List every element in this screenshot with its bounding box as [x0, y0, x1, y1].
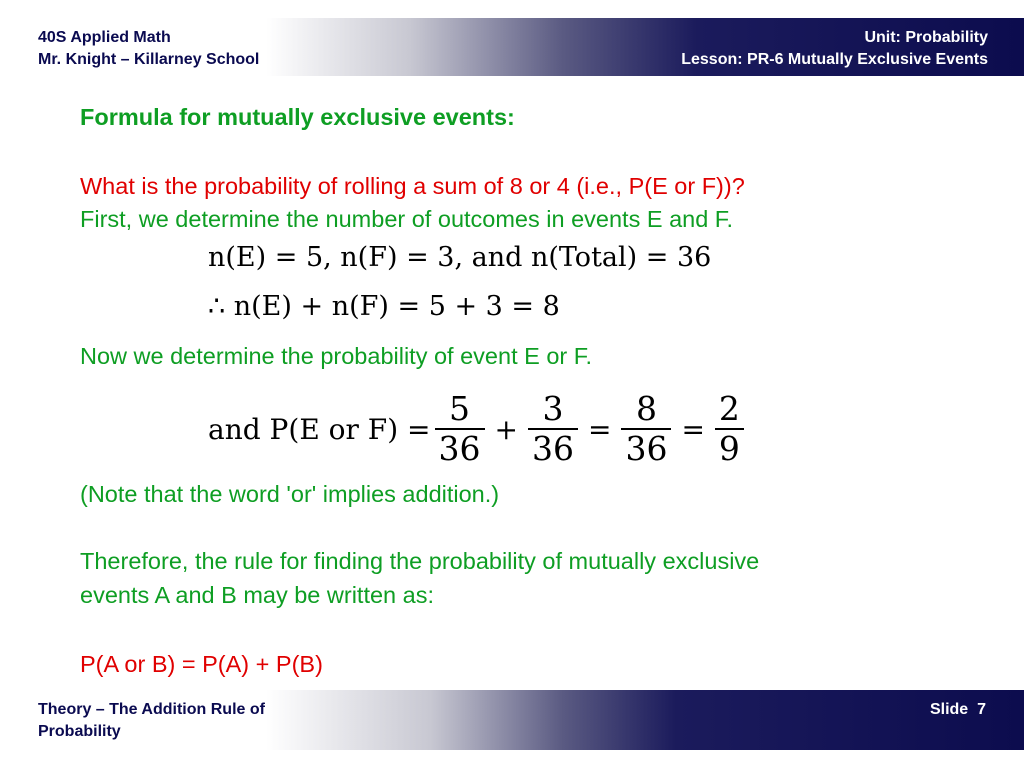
- equation-probability: [208, 390, 748, 468]
- fraction-2-9: $\frac{2}{9}$: [715, 390, 744, 468]
- step2-text: Now we determine the probability of event E or F.: [80, 343, 593, 369]
- footer-title: [38, 699, 265, 743]
- slide-number-value: 7: [977, 701, 986, 718]
- footer-title-line-2: Probability: [38, 723, 121, 740]
- question-text: What is the probability of rolling a sum of 8 or 4 (i.e., P(E or F))?: [80, 173, 745, 199]
- content-heading: Formula for mutually exclusive events:: [80, 104, 515, 130]
- fraction-8-36: $\frac{8}{36}$: [621, 390, 671, 468]
- equation-counts: n(E) = 5, n(F) = 3, and n(Total) = 36: [208, 242, 712, 273]
- rule-formula: P(A or B) = P(A) + P(B): [80, 651, 323, 677]
- rule-line-1: Therefore, the rule for finding the probability of mutually exclusive: [80, 548, 760, 574]
- course-title: 40S Applied Math: [38, 29, 171, 46]
- fraction-5-36: $\frac{5}{36}$: [435, 390, 485, 468]
- slide-label: Slide: [929, 701, 969, 718]
- header-right: [681, 27, 988, 71]
- equals-sign: =: [587, 412, 612, 446]
- lesson-title: Lesson: PR-6 Mutually Exclusive Events: [681, 51, 988, 68]
- rule-line-2: events A and B may be written as:: [80, 582, 435, 608]
- fraction-3-36: $\frac{3}{36}$: [528, 390, 578, 468]
- equals-sign: =: [681, 412, 705, 446]
- note-text: (Note that the word 'or' implies addition.): [80, 481, 500, 507]
- equation-prefix: and P(E or F) =: [208, 412, 431, 446]
- slide-footer: [0, 690, 1024, 750]
- equation-sum: ∴ n(E) + n(F) = 5 + 3 = 8: [208, 291, 560, 322]
- plus-sign: +: [494, 412, 518, 446]
- footer-title-line-1: Theory – The Addition Rule of: [38, 701, 265, 718]
- teacher-school: Mr. Knight – Killarney School: [38, 51, 260, 68]
- step1-text: First, we determine the number of outcomes in events E and F.: [80, 206, 734, 232]
- unit-title: Unit: Probability: [864, 29, 988, 46]
- header-left: [38, 27, 259, 71]
- slide-header: [0, 18, 1024, 76]
- slide-number: [930, 699, 986, 721]
